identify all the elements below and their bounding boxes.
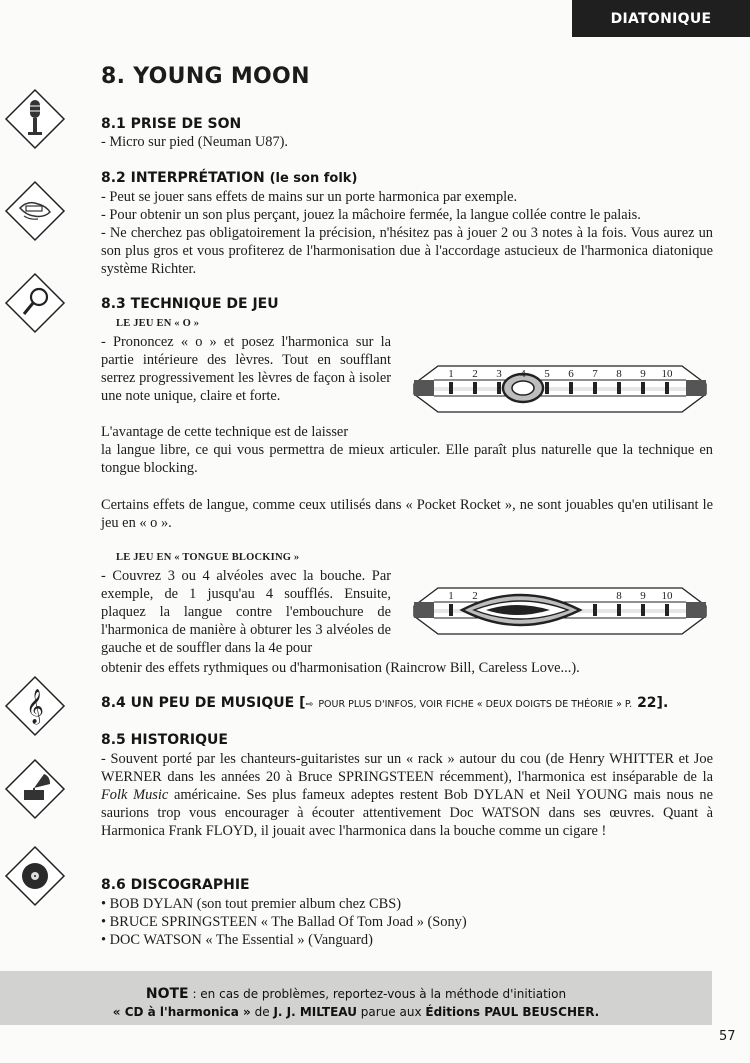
hole-label: 2 <box>472 368 478 380</box>
section-heading-prise-de-son: 8.1 PRISE DE SON <box>101 116 242 132</box>
section-heading-historique: 8.5 HISTORIQUE <box>101 732 228 748</box>
hole-label: 8 <box>616 590 622 602</box>
theory-reference-link[interactable]: POUR PLUS D'INFOS, VOIR FICHE « DEUX DOIGTS DE THÉORIE » P. <box>318 699 633 710</box>
discography-item: • BRUCE SPRINGSTEEN « The Ballad Of Tom Joad » (Sony) <box>101 914 467 930</box>
discography-item: • BOB DYLAN (son tout premier album chez CBS) <box>101 896 402 912</box>
gramophone-icon <box>4 758 66 820</box>
historique-text <box>101 750 713 840</box>
section-heading-discographie: 8.6 DISCOGRAPHIE <box>101 877 250 893</box>
tongue-effects-text: Certains effets de langue, comme ceux utilisés dans « Pocket Rocket », ne sont jouables qu'en utilisant le jeu en « o ». <box>101 497 713 531</box>
harmonica-tongue-blocking-diagram <box>410 582 710 642</box>
page-number: 57 <box>719 1029 736 1044</box>
hole-label: 5 <box>544 368 550 380</box>
tongue-blocking-continued: obtenir des effets rythmiques ou d'harmonisation (Raincrow Bill, Careless Love...). <box>101 660 580 676</box>
interpretation-line-3: - Ne cherchez pas obligatoirement la précision, n'hésitez pas à jouer 2 ou 3 notes à la fois. Vous aurez un son plus gros et vous profiterez de l'harmonisation due à l'accordage astucieux de l'harmonica diatonique système Richter. <box>101 225 713 277</box>
subheading-jeu-en-o: LE JEU EN « O » <box>116 318 200 329</box>
interpretation-line-1: - Peut se jouer sans effets de mains sur un porte harmonica par exemple. <box>101 189 518 205</box>
hole-label: 1 <box>448 590 454 602</box>
arrow-icon: ⇨ <box>305 699 314 710</box>
historique-text-a: - Souvent porté par les chanteurs-guitaristes sur un « rack » autour du cou (de Henry WHITTER et Joe WERNER dans les années 20 à Bruce SPRINGSTEEN récemment), l'harmonica est inséparable de la <box>101 751 713 785</box>
interpretation-heading-main: 8.2 INTERPRÉTATION <box>101 170 265 186</box>
note-line-1 <box>0 986 712 1002</box>
note-box <box>0 971 712 1025</box>
hole-label: 1 <box>448 368 454 380</box>
prise-de-son-text: - Micro sur pied (Neuman U87). <box>101 134 289 150</box>
discography-item: • DOC WATSON « The Essential » (Vanguard) <box>101 932 373 948</box>
harmonica-o-diagram <box>410 360 710 420</box>
reference-page: 22 <box>637 695 657 711</box>
note-de: de <box>250 1005 274 1019</box>
page-title: 8. YOUNG MOON <box>101 64 310 89</box>
section-heading-technique: 8.3 TECHNIQUE DE JEU <box>101 296 279 312</box>
bracket-close: ]. <box>656 695 669 711</box>
note-line-2 <box>0 1005 712 1019</box>
svg-text:𝄞: 𝄞 <box>26 689 44 724</box>
hole-label: 4 <box>520 368 526 380</box>
jeu-en-o-text: - Prononcez « o » et posez l'harmonica sur la partie intérieure des lèvres. Tout en soufflant serrez progressivement les lèvres de façon à isoler une note unique, claire et forte. <box>101 334 391 404</box>
microphone-icon <box>4 88 66 150</box>
note-author: J. J. MILTEAU <box>273 1005 357 1019</box>
hole-label: 9 <box>640 368 646 380</box>
hole-label: 6 <box>568 368 574 380</box>
note-cd-title: « CD à l'harmonica » <box>112 1005 251 1019</box>
section-heading-interpretation <box>101 170 357 186</box>
tongue-blocking-text: - Couvrez 3 ou 4 alvéoles avec la bouche. Par exemple, de 1 jusqu'au 4 soufflés. Ensuite, plaquez la langue contre l'embouchure de l'harmonica de manière à obturer les 3 alvéoles de gauche et de souffler dans la 4e pour <box>101 568 391 656</box>
historique-text-b: américaine. Ses plus fameux adeptes restent Bob DYLAN et Neil YOUNG mais nous ne saurions trop vous encourager à écouter attentivement Doc WATSON dans ses œuvres. Quant à Harmonica Frank FLOYD, il jouait avec l'harmonica dans la bouche comme un cigare ! <box>101 787 714 839</box>
interpretation-line-2: - Pour obtenir un son plus perçant, jouez la mâchoire fermée, la langue collée contre le palais. <box>101 207 641 223</box>
treble-clef-icon <box>4 675 66 737</box>
hole-label: 2 <box>472 590 478 602</box>
hole-label: 8 <box>616 368 622 380</box>
o-advantage-line-1: L'avantage de cette technique est de laisser <box>101 424 349 440</box>
section-tag: DIATONIQUE <box>572 0 750 37</box>
hole-label: 7 <box>592 368 598 380</box>
hands-harmonica-icon <box>4 180 66 242</box>
hole-label: 10 <box>661 590 673 602</box>
hole-label: 9 <box>640 590 646 602</box>
note-parue: parue aux <box>356 1005 426 1019</box>
o-advantage-line-2: la langue libre, ce qui vous permettra de mieux articuler. Elle paraît plus naturelle que la technique en tongue blocking. <box>101 442 713 476</box>
interpretation-heading-paren: (le son folk) <box>269 171 358 186</box>
magnifier-icon <box>4 272 66 334</box>
hole-label: 3 <box>496 368 502 380</box>
vinyl-record-icon <box>4 845 66 907</box>
note-label: NOTE <box>145 986 189 1002</box>
hole-label: 10 <box>661 368 673 380</box>
musique-heading-main: 8.4 UN PEU DE MUSIQUE <box>101 695 295 711</box>
section-heading-musique <box>101 695 668 711</box>
note-publisher: Éditions PAUL BEUSCHER. <box>425 1005 600 1019</box>
historique-folk-music: Folk Music <box>101 787 169 803</box>
note-line-1-text: : en cas de problèmes, reportez-vous à la méthode d'initiation <box>188 987 567 1001</box>
subheading-tongue-blocking: LE JEU EN « TONGUE BLOCKING » <box>116 552 300 563</box>
bracket-open: [ <box>299 695 306 711</box>
